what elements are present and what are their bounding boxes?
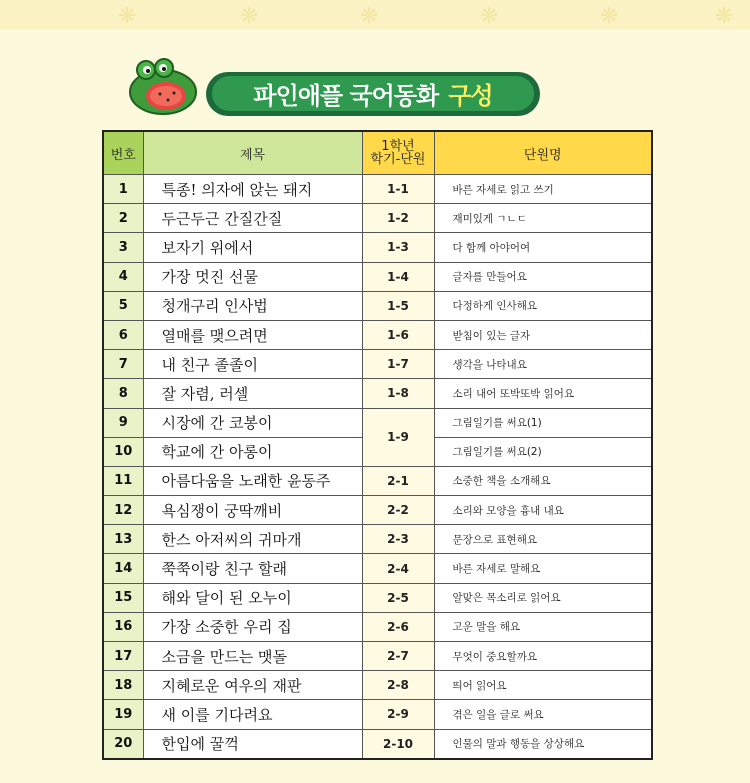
- column-header-unit-line1: 1학년: [381, 139, 415, 154]
- row-unit: 2-6: [362, 612, 434, 641]
- table-row: [103, 642, 652, 671]
- table-row: [103, 729, 652, 759]
- table-row: [103, 671, 652, 700]
- row-unit: 2-5: [362, 583, 434, 612]
- row-unit-name: 무엇이 중요할까요: [434, 642, 652, 671]
- row-number: 14: [103, 554, 143, 583]
- row-number: 15: [103, 583, 143, 612]
- contents-table: [102, 130, 653, 760]
- row-unit-name: 다정하게 인사해요: [434, 291, 652, 320]
- watermelon-frog-icon: [126, 56, 200, 118]
- row-number: 1: [103, 175, 143, 204]
- row-unit: 2-4: [362, 554, 434, 583]
- row-number: 11: [103, 466, 143, 495]
- leaf-icon: ❋: [600, 4, 619, 29]
- row-unit-name: 그림일기를 써요(2): [434, 437, 652, 466]
- table-header-row: [103, 131, 652, 175]
- table-row: [103, 175, 652, 204]
- row-number: 10: [103, 437, 143, 466]
- row-unit-name: 생각을 나타내요: [434, 350, 652, 379]
- row-unit: 1-8: [362, 379, 434, 408]
- page-header: [126, 56, 546, 122]
- row-unit: 1-4: [362, 262, 434, 291]
- row-number: 4: [103, 262, 143, 291]
- row-unit: 2-1: [362, 466, 434, 495]
- row-unit-name: 바른 자세로 말해요: [434, 554, 652, 583]
- leaf-icon: ❋: [360, 4, 379, 29]
- row-title: 학교에 간 아롱이: [143, 437, 362, 466]
- row-unit: 2-7: [362, 642, 434, 671]
- row-unit-name: 소리 내어 또박또박 읽어요: [434, 379, 652, 408]
- column-header-unit-name: 단원명: [434, 131, 652, 175]
- row-title: 두근두근 간질간질: [143, 204, 362, 233]
- row-title: 욕심쟁이 궁딱깨비: [143, 496, 362, 525]
- row-number: 19: [103, 700, 143, 729]
- row-unit: 1-1: [362, 175, 434, 204]
- row-unit-name: 받침이 있는 글자: [434, 320, 652, 349]
- leaf-icon: ❋: [480, 4, 499, 29]
- row-title: 한스 아저씨의 귀마개: [143, 525, 362, 554]
- table-row: [103, 320, 652, 349]
- row-unit-name: 바른 자세로 읽고 쓰기: [434, 175, 652, 204]
- table-row: [103, 350, 652, 379]
- row-unit-name: 띄어 읽어요: [434, 671, 652, 700]
- row-title: 한입에 꿀꺽: [143, 729, 362, 759]
- row-unit: 1-7: [362, 350, 434, 379]
- row-unit-name: 그림일기를 써요(1): [434, 408, 652, 437]
- row-number: 2: [103, 204, 143, 233]
- row-title: 특종! 의자에 앉는 돼지: [143, 175, 362, 204]
- row-title: 아름다움을 노래한 윤동주: [143, 466, 362, 495]
- row-unit: 1-9: [362, 408, 434, 466]
- table-row: [103, 379, 652, 408]
- row-number: 3: [103, 233, 143, 262]
- row-unit-name: 소중한 책을 소개해요: [434, 466, 652, 495]
- row-title: 보자기 위에서: [143, 233, 362, 262]
- row-title: 새 이를 기다려요: [143, 700, 362, 729]
- top-decoration: [0, 0, 750, 30]
- column-header-number: 번호: [103, 131, 143, 175]
- row-unit: 1-6: [362, 320, 434, 349]
- column-header-title: 제목: [143, 131, 362, 175]
- row-unit-name: 문장으로 표현해요: [434, 525, 652, 554]
- row-title: 내 친구 졸졸이: [143, 350, 362, 379]
- row-unit-name: 알맞은 목소리로 읽어요: [434, 583, 652, 612]
- row-title: 열매를 맺으려면: [143, 320, 362, 349]
- table-row: [103, 262, 652, 291]
- row-title: 쭉쭉이랑 친구 할래: [143, 554, 362, 583]
- table-row: [103, 612, 652, 641]
- table-row: [103, 700, 652, 729]
- row-number: 6: [103, 320, 143, 349]
- row-number: 17: [103, 642, 143, 671]
- row-unit: 1-5: [362, 291, 434, 320]
- table-row: [103, 496, 652, 525]
- row-title: 가장 멋진 선물: [143, 262, 362, 291]
- leaf-icon: ❋: [240, 4, 259, 29]
- row-unit-name: 소리와 모양을 흉내 내요: [434, 496, 652, 525]
- column-header-unit: [362, 131, 434, 175]
- row-unit: 2-2: [362, 496, 434, 525]
- table-row: [103, 408, 652, 437]
- row-number: 8: [103, 379, 143, 408]
- row-unit: 2-3: [362, 525, 434, 554]
- row-unit-name: 인물의 말과 행동을 상상해요: [434, 729, 652, 759]
- row-unit: 1-2: [362, 204, 434, 233]
- leaf-icon: ❋: [118, 4, 137, 29]
- table-row: [103, 554, 652, 583]
- row-number: 16: [103, 612, 143, 641]
- row-title: 해와 달이 된 오누이: [143, 583, 362, 612]
- leaf-icon: ❋: [715, 4, 734, 29]
- table-row: [103, 525, 652, 554]
- table-row: [103, 291, 652, 320]
- column-header-unit-line2: 학기-단원: [370, 152, 426, 167]
- row-unit-name: 겪은 일을 글로 써요: [434, 700, 652, 729]
- row-number: 13: [103, 525, 143, 554]
- row-number: 18: [103, 671, 143, 700]
- page-title-accent: 구성: [448, 82, 493, 110]
- row-unit-name: 고운 말을 해요: [434, 612, 652, 641]
- row-number: 5: [103, 291, 143, 320]
- table-row: [103, 466, 652, 495]
- row-number: 7: [103, 350, 143, 379]
- table-row: [103, 204, 652, 233]
- row-title: 시장에 간 코봉이: [143, 408, 362, 437]
- table-row: [103, 583, 652, 612]
- row-number: 20: [103, 729, 143, 759]
- row-unit: 2-8: [362, 671, 434, 700]
- row-unit-name: 다 함께 아야어여: [434, 233, 652, 262]
- row-title: 가장 소중한 우리 집: [143, 612, 362, 641]
- row-title: 청개구리 인사법: [143, 291, 362, 320]
- table-row: [103, 233, 652, 262]
- page-title: 파인애플 국어동화: [253, 82, 439, 110]
- row-title: 지혜로운 여우의 재판: [143, 671, 362, 700]
- row-unit: 1-3: [362, 233, 434, 262]
- table-body: [103, 175, 652, 759]
- row-number: 9: [103, 408, 143, 437]
- row-title: 소금을 만드는 맷돌: [143, 642, 362, 671]
- row-number: 12: [103, 496, 143, 525]
- row-unit: 2-10: [362, 729, 434, 759]
- row-title: 잘 자렴, 러셀: [143, 379, 362, 408]
- row-unit-name: 재미있게 ㄱㄴㄷ: [434, 204, 652, 233]
- title-banner: [206, 72, 540, 116]
- row-unit-name: 글자를 만들어요: [434, 262, 652, 291]
- row-unit: 2-9: [362, 700, 434, 729]
